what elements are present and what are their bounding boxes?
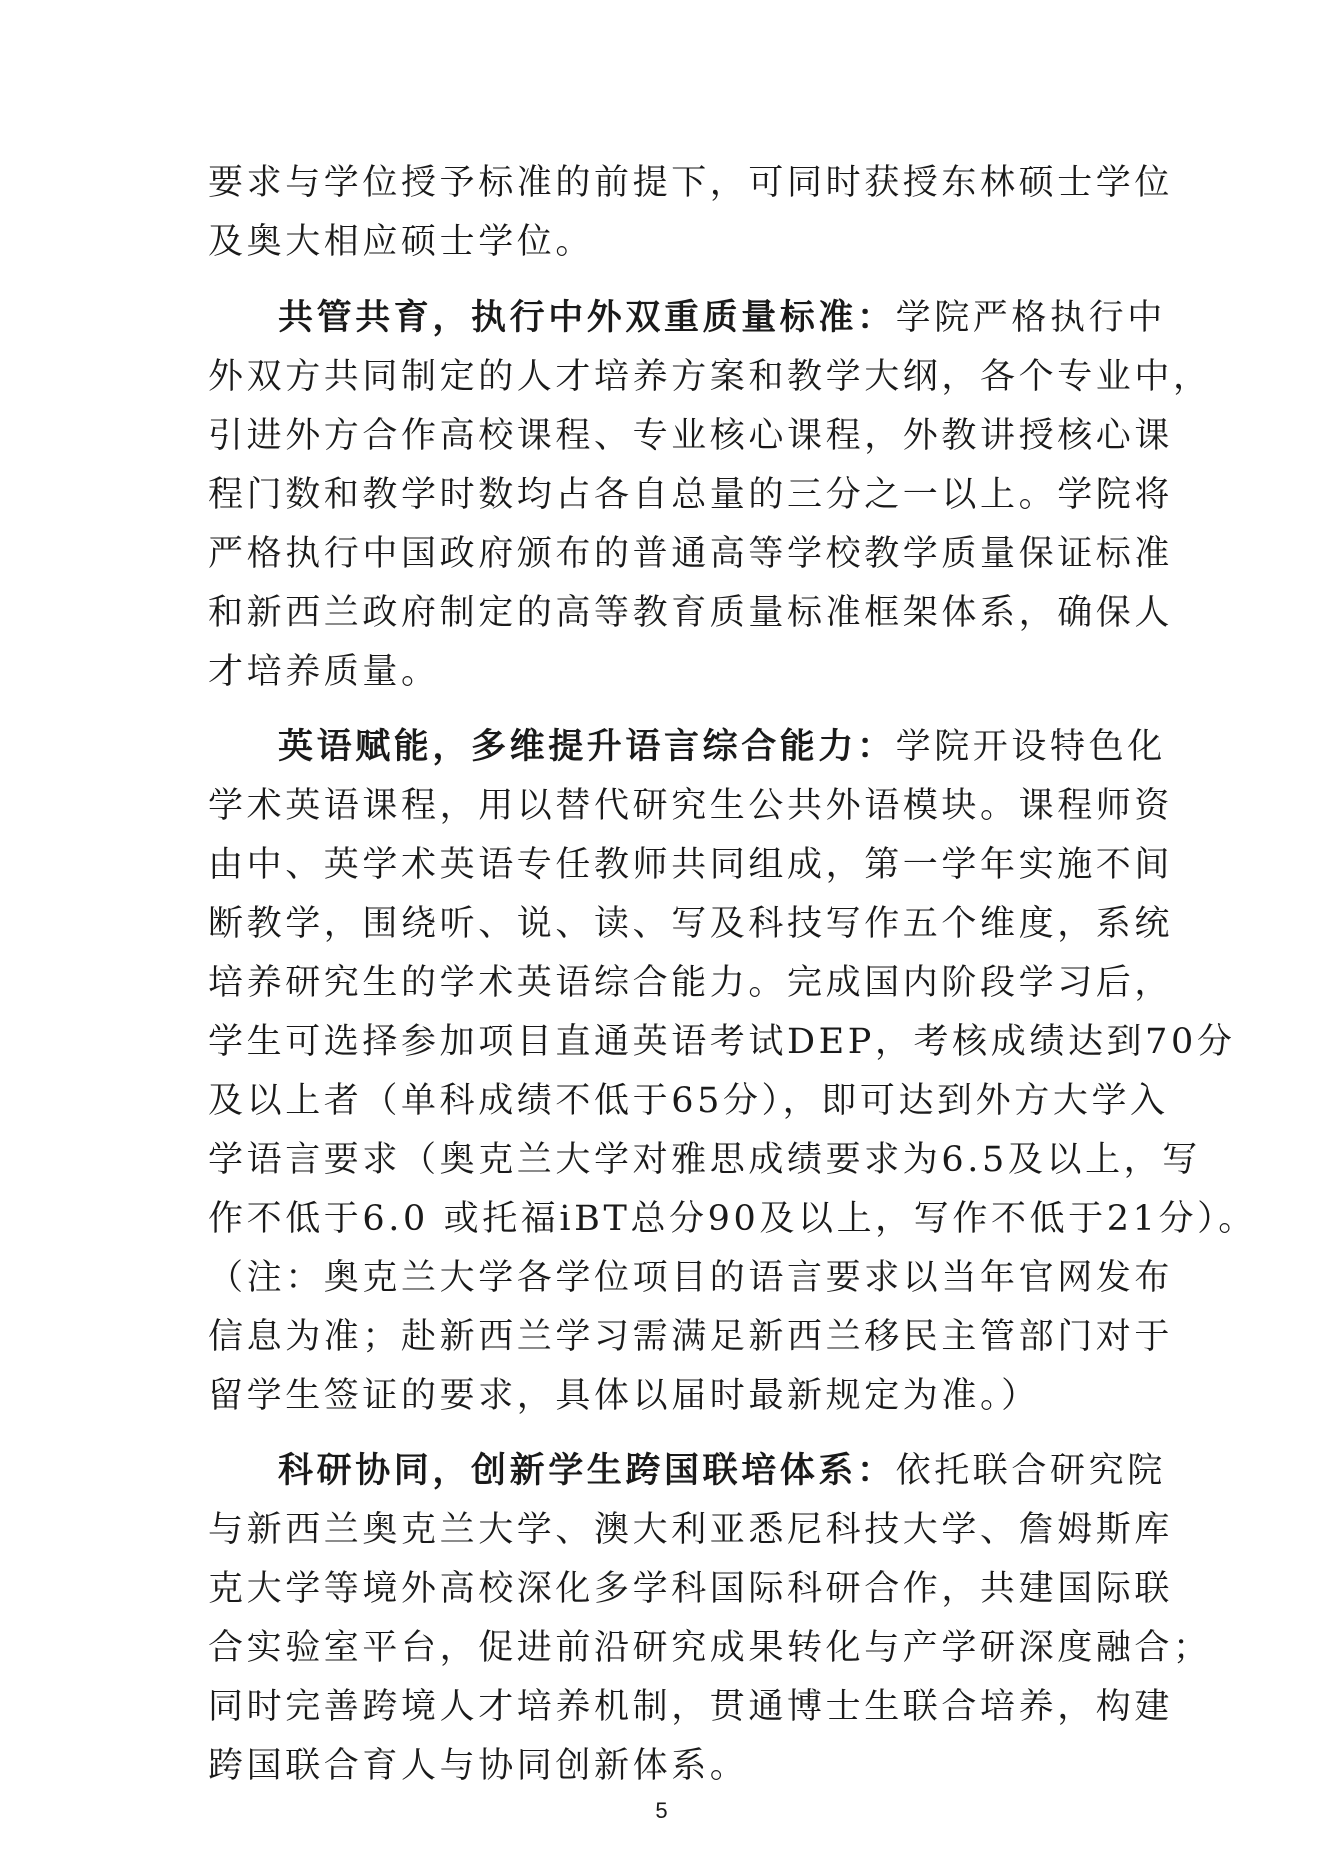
paragraph-line: 程门数和教学时数均占各自总量的三分之一以上。学院将 xyxy=(208,475,1174,515)
paragraph-line: 才培养质量。 xyxy=(208,652,440,692)
paragraph-line: 严格执行中国政府颁布的普通高等学校教学质量保证标准 xyxy=(208,534,1174,574)
paragraph-line: 引进外方合作高校课程、专业核心课程，外教讲授核心课 xyxy=(208,416,1174,456)
paragraph-first-line xyxy=(278,726,1166,767)
paragraph-text: 学院开设特色化 xyxy=(895,727,1166,767)
paragraph-line: （注：奥克兰大学各学位项目的语言要求以当年官网发布 xyxy=(208,1258,1174,1298)
paragraph-line: 同时完善跨境人才培养机制，贯通博士生联合培养，构建 xyxy=(208,1687,1174,1727)
paragraph-line: 断教学，围绕听、说、读、写及科技写作五个维度，系统 xyxy=(208,904,1174,944)
paragraph-line: 信息为准；赴新西兰学习需满足新西兰移民主管部门对于 xyxy=(208,1317,1174,1357)
page-number: 5 xyxy=(655,1798,668,1823)
paragraph-first-line xyxy=(278,297,1166,338)
paragraph-heading: 英语赋能，多维提升语言综合能力： xyxy=(278,726,896,767)
paragraph-first-line xyxy=(278,1450,1166,1491)
paragraph-line: 及以上者（单科成绩不低于65分），即可达到外方大学入 xyxy=(208,1081,1169,1121)
paragraph-heading: 共管共育，执行中外双重质量标准： xyxy=(278,297,896,338)
paragraph-line: 学生可选择参加项目直通英语考试DEP，考核成绩达到70分 xyxy=(208,1022,1236,1062)
paragraph-line: 学术英语课程，用以替代研究生公共外语模块。课程师资 xyxy=(208,786,1174,826)
paragraph-line: 学语言要求（奥克兰大学对雅思成绩要求为6.5及以上，写 xyxy=(208,1140,1201,1180)
paragraph-line: 和新西兰政府制定的高等教育质量标准框架体系，确保人 xyxy=(208,593,1174,633)
paragraph-line: 由中、英学术英语专任教师共同组成，第一学年实施不间 xyxy=(208,845,1174,885)
paragraph-line: 外双方共同制定的人才培养方案和教学大纲，各个专业中， xyxy=(208,357,1212,397)
paragraph-line: 与新西兰奥克兰大学、澳大利亚悉尼科技大学、詹姆斯库 xyxy=(208,1510,1174,1550)
paragraph-heading: 科研协同，创新学生跨国联培体系： xyxy=(278,1450,896,1491)
paragraph-line: 作不低于6.0 或托福iBT总分90及以上，写作不低于21分）。 xyxy=(208,1199,1257,1239)
paragraph-text: 学院严格执行中 xyxy=(895,298,1166,338)
paragraph-line: 及奥大相应硕士学位。 xyxy=(208,222,595,262)
paragraph-line: 跨国联合育人与协同创新体系。 xyxy=(208,1746,749,1786)
paragraph-line: 合实验室平台，促进前沿研究成果转化与产学研深度融合； xyxy=(208,1628,1212,1668)
paragraph-line: 培养研究生的学术英语综合能力。完成国内阶段学习后， xyxy=(208,963,1174,1003)
paragraph-line: 要求与学位授予标准的前提下，可同时获授东林硕士学位 xyxy=(208,163,1174,203)
paragraph-line: 克大学等境外高校深化多学科国际科研合作，共建国际联 xyxy=(208,1569,1174,1609)
paragraph-text: 依托联合研究院 xyxy=(895,1451,1166,1491)
paragraph-line: 留学生签证的要求，具体以届时最新规定为准。） xyxy=(208,1376,1040,1416)
